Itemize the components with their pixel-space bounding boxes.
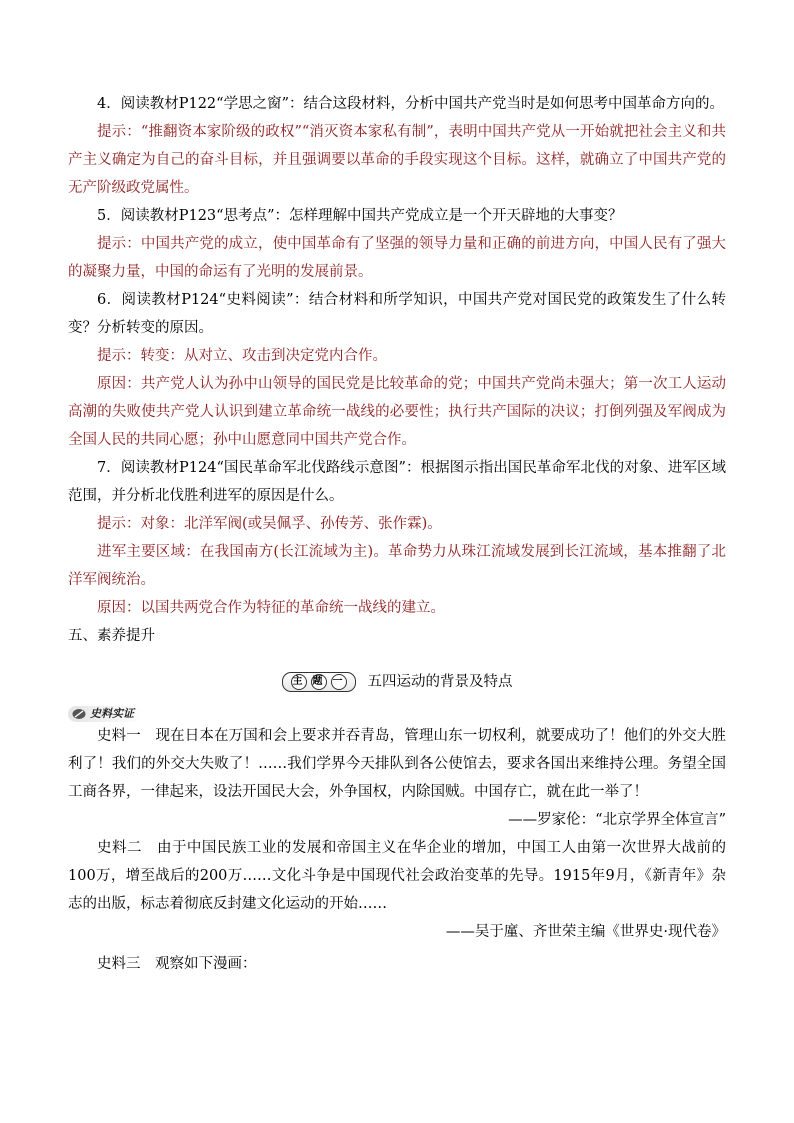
question-4: 4．阅读教材P122“学思之窗”：结合这段材料，分析中国共产党当时是如何思考中国革命方向的。: [97, 96, 724, 112]
source-3-text: 史料三 观察如下漫画：: [97, 956, 257, 972]
evidence-tag-row: [68, 702, 726, 722]
theme-badge-char-3: 一: [331, 674, 347, 690]
theme-badge-char-2: 题: [311, 674, 327, 690]
source-1-text: 史料一 现在日本在万国和会上要求并吞青岛，管理山东一切权利，就要成功了！他们的外交大胜利了！我们的外交大失败了！……我们学界今天排队到各公使馆去，要求各国出来维持公理。务望全国工商各界，一律起来，设法开国民大会，外争国权，内除国贼。中国存亡，就在此一举了！: [68, 728, 726, 800]
hint-6-reason: 原因：共产党人认为孙中山领导的国民党是比较革命的党；中国共产党尚未强大；第一次工人运动高潮的失败使共产党人认识到建立革命统一战线的必要性；执行共产国际的决议；打倒列强及军阀成为全国人民的共同心愿；孙中山愿意同中国共产党合作。: [68, 376, 726, 448]
source-2-text: 史料二 由于中国民族工业的发展和帝国主义在华企业的增加，中国工人由第一次世界大战前的100万，增至战后的200万……文化斗争是中国现代社会政治变革的先导。1915年9月，《新青年》杂志的出版，标志着彻底反封建文化运动的开始……: [68, 840, 726, 912]
source-3: [68, 950, 726, 978]
source-2-citation: ——吴于廑、齐世荣主编《世界史·现代卷》: [445, 924, 726, 940]
quill-icon: [72, 708, 86, 720]
hint-7-target: 提示：对象：北洋军阀(或吴佩孚、孙传芳、张作霖)。: [97, 516, 442, 532]
question-6: 6．阅读教材P124“史料阅读”：结合材料和所学知识，中国共产党对国民党的政策发生了什么转变？分析转变的原因。: [68, 292, 726, 336]
section-title: 五、素养提升: [68, 628, 155, 644]
hint-6-change: 提示：转变：从对立、攻击到决定党内合作。: [97, 348, 387, 364]
question-5: 5．阅读教材P123“思考点”：怎样理解中国共产党成立是一个开天辟地的大事变？: [97, 208, 623, 224]
source-1-citation: ——罗家伦：“北京学界全体宣言”: [508, 812, 726, 828]
theme-title: 五四运动的背景及特点: [367, 674, 513, 690]
source-2: [68, 834, 726, 946]
evidence-tag-label: 史料实证: [90, 707, 134, 720]
theme-badge: [282, 672, 356, 692]
hint-7-region: 进军主要区域：在我国南方(长江流域为主)。革命势力从珠江流域发展到长江流域，基本推翻了北洋军阀统治。: [68, 544, 726, 588]
hint-5: 提示：中国共产党的成立，使中国革命有了坚强的领导力量和正确的前进方向，中国人民有了强大的凝聚力量，中国的命运有了光明的发展前景。: [68, 236, 726, 280]
document-body: [68, 90, 726, 978]
evidence-tag: [68, 706, 144, 722]
hint-7-reason: 原因：以国共两党合作为特征的革命统一战线的建立。: [97, 600, 445, 616]
hint-4: 提示：“推翻资本家阶级的政权”“消灭资本家私有制”，表明中国共产党从一开始就把社会主义和共产主义确定为自己的奋斗目标，并且强调要以革命的手段实现这个目标。这样，就确立了中国共产党的无产阶级政党属性。: [68, 124, 726, 196]
theme-heading: [68, 662, 726, 702]
source-1: [68, 722, 726, 834]
theme-badge-char-1: 主: [291, 674, 307, 690]
question-7: 7．阅读教材P124“国民革命军北伐路线示意图”：根据图示指出国民革命军北伐的对象、进军区域范围，并分析北伐胜利进军的原因是什么。: [68, 460, 726, 504]
